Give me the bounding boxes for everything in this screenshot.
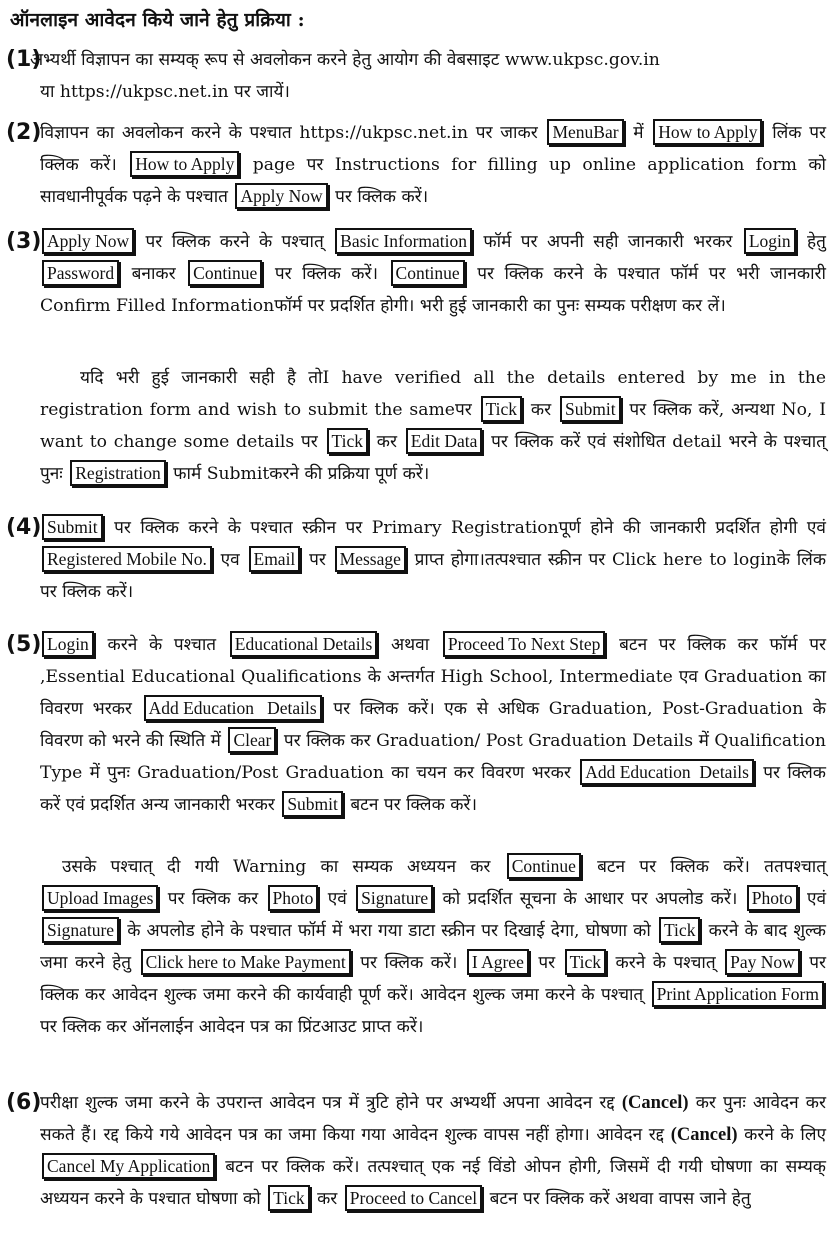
step-line: या https://ukpsc.net.in पर जायें। [40,82,290,102]
step-text-run: करने के बाद शुल्क जमा करने हेतु [40,921,826,973]
step-text-run: को प्रदर्शित सूचना के आधार पर अपलोड करें। [442,889,738,909]
step-paragraph [40,851,826,1043]
continue-label: Continue [507,853,581,879]
tick-label: Tick [565,949,606,975]
tick-label: Tick [268,1185,309,1211]
proceed-to-cancel-label: Proceed to Cancel [345,1185,482,1211]
registration-label: Registration [70,460,166,486]
step-text-run: पर क्लिक करने के पश्चात् [145,232,324,252]
step-number: (2) [6,120,42,145]
step-text-run: पर क्लिक करने के पश्चात स्क्रीन पर Primary Registrationपूर्ण होने की जानकारी प्रदर्शित होगी एवं [114,518,826,538]
pay-now-label: Pay Now [725,949,800,975]
login-label: Login [42,631,94,657]
step-number: (3) [6,229,42,254]
step-text-run: बटन पर क्लिक करें। [350,795,477,815]
step-text-run: पर क्लिक कर Graduation/ Post Graduation Details में Qualification Type में पुनः Graduation/Post Graduation का चयन कर विवरण भरकर [40,731,826,783]
step-text-run: पर क्लिक करें। [335,187,429,207]
clear-label: Clear [228,727,276,753]
registered-mobile-label: Registered Mobile No. [42,546,212,572]
step-text-run: बटन पर क्लिक कर फॉर्म पर ,Essential Educational Qualifications के अन्तर्गत High School, Intermediate एव Graduation का विवरण भरकर [40,635,827,719]
add-education-details-label: Add Education Details [580,759,754,785]
step-text-run: कर [530,400,552,420]
add-education-details-label: Add Education Details [144,695,322,721]
photo-label: Photo [747,885,798,911]
continue-label: Continue [391,260,465,286]
step-text-run: विज्ञापन का अवलोकन करने के पश्चात https://ukpsc.net.in पर जाकर [40,123,538,143]
login-label: Login [744,228,796,254]
step-text [40,512,826,608]
step-text-run: हेतु [807,232,826,252]
signature-label: Signature [42,917,119,943]
step-text-run: अथवा [391,635,430,655]
step-text-run: फॉर्म पर अपनी सही जानकारी भरकर [483,232,733,252]
how-to-apply-label: How to Apply [653,119,762,145]
tick-label: Tick [659,917,700,943]
step-number: (4) [6,515,42,540]
cancel-emphasis: (Cancel) [621,1093,689,1113]
step-text-run: करने के पश्चात् [615,953,716,973]
upload-images-label: Upload Images [42,885,158,911]
step-text-run: पर क्लिक करें। [360,953,458,973]
step-text-run: एव [220,550,240,570]
step-text [40,629,826,821]
how-to-apply-label: How to Apply [130,151,239,177]
step-text-run: में [633,123,644,143]
step-text-run: करने के पश्चात [107,635,217,655]
step-text [40,117,826,213]
step-text-run: एवं [327,889,347,909]
continue-label: Continue [188,260,262,286]
step-text-run: पर क्लिक करें एवं संशोधित detail भरने के पश्चात् पुनः [40,432,826,484]
tick-label: Tick [327,428,368,454]
step-text-run: बटन पर क्लिक करें अथवा वापस जाने हेतु [489,1189,751,1209]
step-text-run: कर [376,432,398,452]
step-text-run: कर पुनः आवेदन कर सकते हैं। रद्द किये गये आवेदन पत्र का जमा किया गया आवेदन शुल्क वापस नहीं होगा। आवेदन रद्द [40,1093,826,1145]
print-application-form-label: Print Application Form [652,981,824,1007]
step-number: (5) [6,632,42,657]
tick-label: Tick [481,396,522,422]
step-text-run: बनाकर [131,264,176,284]
step-text-run: पर क्लिक कर ऑनलाईन आवेदन पत्र का प्रिंटआउट प्राप्त करें। [40,1017,424,1037]
step-text-run: कर [317,1189,338,1209]
submit-label: Submit [282,791,343,817]
submit-label: Submit [560,396,621,422]
cancel-emphasis: (Cancel) [670,1125,738,1145]
edit-data-label: Edit Data [406,428,483,454]
step-text-run: पर क्लिक करें, अन्यथा No, I want to change some details पर [40,400,827,452]
educational-details-label: Educational Details [230,631,378,657]
apply-now-label: Apply Now [42,228,134,254]
step-text-run: पर क्लिक कर [167,889,259,909]
photo-label: Photo [268,885,319,911]
message-label: Message [335,546,406,572]
step-text [30,44,826,108]
step-paragraph [40,362,826,490]
step-line: अभ्यर्थी विज्ञापन का सम्यक् रूप से अवलोकन करने हेतु आयोग की वेबसाइट www.ukpsc.gov.in [30,50,660,70]
step-text-run: यदि भरी हुई जानकारी सही है तोI have verified all the details entered by me in the registration form and wish to submit the sameपर [40,368,826,420]
step-text-run: पर क्लिक करें। एक से अधिक Graduation, Post-Graduation के विवरण को भरने की स्थिति में [40,699,827,751]
step-text-run: एवं [806,889,827,909]
step-text-run: page पर Instructions for filling up online application form को सावधानीपूर्वक पढ़ने के पश्चात [40,155,826,207]
step-text-run: पर [538,953,556,973]
step-text-run: करने के लिए [744,1125,826,1145]
email-label: Email [249,546,301,572]
cancel-my-application-label: Cancel My Application [42,1153,215,1179]
menubar-label: MenuBar [547,119,623,145]
step-text-run: पर क्लिक करें एवं प्रदर्शित अन्य जानकारी भरकर [40,763,827,815]
step-text-run: बटन पर क्लिक करें। तत्पश्चात् एक नई विंडो ओपन होगी, जिसमें दी गयी घोषणा का सम्यक् अध्ययन करने के पश्चात घोषणा को [40,1157,826,1209]
step-number: (6) [6,1090,42,1115]
step-text-run: परीक्षा शुल्क जमा करने के उपरान्त आवेदन पत्र में त्रुटि होने पर अभ्यर्थी अपना आवेदन रद्द [40,1093,615,1113]
step-text-run: पर [309,550,326,570]
step-text-run: प्राप्त होगा।तत्पश्चात स्क्रीन पर Click here to loginके लिंक पर क्लिक करें। [40,550,827,602]
apply-now-label: Apply Now [235,183,327,209]
password-label: Password [42,260,119,286]
step-text [40,226,826,322]
basic-information-label: Basic Information [335,228,472,254]
submit-label: Submit [42,514,103,540]
step-text-run: फार्म Submitकरने की प्रक्रिया पूर्ण करें। [173,464,430,484]
step-text-run: पर क्लिक कर आवेदन शुल्क जमा करने की कार्यवाही पूर्ण करें। आवेदन शुल्क जमा करने के पश्चात् [40,953,827,1005]
step-text-run: लिंक पर क्लिक करें। [40,123,827,175]
signature-label: Signature [356,885,433,911]
step-number: (1) [6,47,42,72]
step-text-run: पर क्लिक करें। [274,264,379,284]
i-agree-label: I Agree [467,949,529,975]
step-text-run: बटन पर क्लिक करें। ततपश्चात् [597,857,826,877]
make-payment-label: Click here to Make Payment [141,949,351,975]
step-text [40,1087,826,1215]
step-text-run: पर क्लिक करने के पश्चात फॉर्म पर भरी जानकारी Confirm Filled Informationफॉर्म पर प्रदर्शित होगी। भरी हुई जानकारी का पुनः सम्यक परीक्षण कर लें। [40,264,827,316]
step-text-run: उसके पश्चात् दी गयी Warning का सम्यक अध्ययन कर [62,857,491,877]
page-title: ऑनलाइन आवेदन किये जाने हेतु प्रक्रिया : [10,9,305,31]
step-text-run: के अपलोड होने के पश्चात फॉर्म में भरा गया डाटा स्क्रीन पर दिखाई देगा, घोषणा को [127,921,651,941]
proceed-next-step-label: Proceed To Next Step [443,631,606,657]
